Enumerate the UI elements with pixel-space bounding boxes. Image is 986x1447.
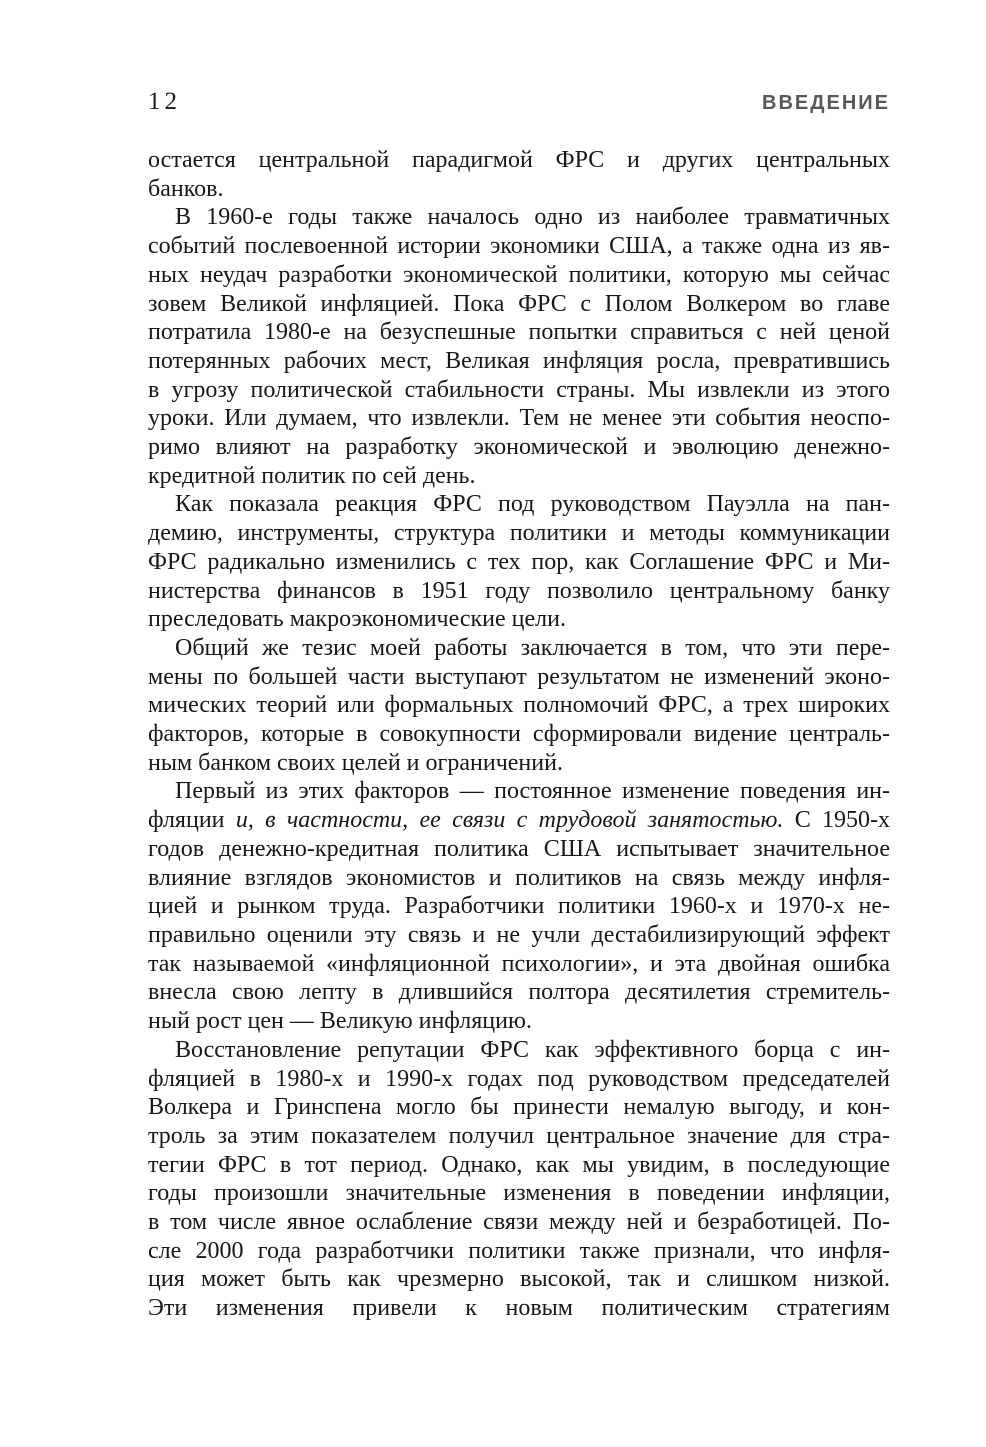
text-segment: фляции xyxy=(148,807,236,834)
text-line xyxy=(148,663,890,692)
text-segment: событий послевоенной истории экономики США, а также одна из яв- xyxy=(148,233,890,260)
text-segment: сле 2000 года разработчики политики также признали, что инфля- xyxy=(148,1237,890,1264)
text-segment: нистерства финансов в 1951 году позволило центральному банку xyxy=(148,577,890,604)
text-segment: кредитной политик по сей день. xyxy=(148,462,476,489)
paragraph xyxy=(148,1036,890,1323)
page-header xyxy=(148,88,890,116)
text-line xyxy=(148,290,890,319)
text-segment: Первый из этих факторов — постоянное изменение поведения ин- xyxy=(175,778,890,805)
text-line xyxy=(148,146,890,175)
text-segment: мены по большей части выступают результатом не изменений эконо- xyxy=(148,663,890,690)
text-line xyxy=(148,577,890,606)
text-segment: банков. xyxy=(148,175,224,202)
text-segment: в угрозу политической стабильности страны. Мы извлекли из этого xyxy=(148,376,890,403)
text-line xyxy=(148,490,890,519)
text-segment: С 1950-х xyxy=(783,807,891,834)
text-line xyxy=(148,950,890,979)
text-segment: остается центральной парадигмой ФРС и других центральных xyxy=(148,147,890,173)
text-line xyxy=(148,376,890,405)
text-line xyxy=(148,404,890,433)
text-line xyxy=(148,749,890,778)
text-segment: ных неудач разработки экономической политики, которую мы сейчас xyxy=(148,261,890,288)
text-line xyxy=(148,806,890,835)
text-segment: Эти изменения привели к новым политическим стратегиям xyxy=(148,1295,890,1322)
text-segment: ция может быть как чрезмерно высокой, так и слишком низкой. xyxy=(148,1266,890,1293)
text-line xyxy=(148,720,890,749)
text-segment: Волкера и Гринспена могло бы принести немалую выгоду, и кон- xyxy=(148,1094,890,1121)
text-line xyxy=(148,921,890,950)
text-segment: внесла свою лепту в длившийся полтора десятилетия стремитель- xyxy=(148,979,890,1006)
text-line xyxy=(148,1151,890,1180)
text-line xyxy=(148,777,890,806)
text-line xyxy=(148,691,890,720)
text-line xyxy=(148,835,890,864)
paragraph xyxy=(148,777,890,1035)
text-line xyxy=(148,892,890,921)
page-number: 12 xyxy=(148,88,181,115)
text-segment: фляцией в 1980-х и 1990-х годах под руководством председателей xyxy=(148,1065,890,1092)
text-segment: Общий же тезис моей работы заключается в том, что эти пере- xyxy=(175,634,890,661)
text-line xyxy=(148,347,890,376)
text-line xyxy=(148,232,890,261)
text-segment: Как показала реакция ФРС под руководством Пауэлла на пан- xyxy=(175,491,890,518)
text-segment: годов денежно-кредитная политика США испытывает значительное xyxy=(148,835,890,862)
text-segment: римо влияют на разработку экономической и эволюцию денежно- xyxy=(148,434,890,461)
text-segment: потерянных рабочих мест, Великая инфляция росла, превратившись xyxy=(148,347,890,374)
text-line xyxy=(148,978,890,1007)
text-segment: правильно оценили эту связь и не учли дестабилизирующий эффект xyxy=(148,921,890,948)
text-segment: Восстановление репутации ФРС как эффективного борца с ин- xyxy=(175,1036,890,1063)
text-line xyxy=(148,1007,890,1036)
text-segment: троль за этим показателем получил центральное значение для стра- xyxy=(148,1122,890,1149)
text-line xyxy=(148,433,890,462)
text-line xyxy=(148,1265,890,1294)
text-segment: факторов, которые в совокупности сформировали видение централь- xyxy=(148,721,890,748)
text-line xyxy=(148,1294,890,1323)
text-segment: тегии ФРС в тот период. Однако, как мы увидим, в последующие xyxy=(148,1151,890,1178)
text-segment: потратила 1980-е на безуспешные попытки справиться с ней ценой xyxy=(148,319,890,346)
text-segment: годы произошли значительные изменения в поведении инфляции, xyxy=(148,1180,890,1207)
text-line xyxy=(148,1122,890,1151)
text-segment: так называемой «инфляционной психологии», и эта двойная ошибка xyxy=(148,950,890,977)
text-line xyxy=(148,462,890,491)
text-line xyxy=(148,318,890,347)
text-segment: ный рост цен — Великую инфляцию. xyxy=(148,1008,532,1035)
running-head-section-title: ВВЕДЕНИЕ xyxy=(762,92,890,114)
text-segment: уроки. Или думаем, что извлекли. Тем не менее эти события неоспо- xyxy=(148,405,890,432)
text-line xyxy=(148,605,890,634)
text-line xyxy=(148,864,890,893)
text-line xyxy=(148,1179,890,1208)
text-line xyxy=(148,634,890,663)
text-line xyxy=(148,548,890,577)
text-segment: В 1960-е годы также началось одно из наиболее травматичных xyxy=(175,204,890,231)
text-line xyxy=(148,1237,890,1266)
text-segment: ным банком своих целей и ограничений. xyxy=(148,749,563,776)
text-line xyxy=(148,1065,890,1094)
text-segment: мических теорий или формальных полномочий ФРС, а трех широких xyxy=(148,692,890,719)
text-segment: преследовать макроэкономические цели. xyxy=(148,606,566,633)
text-line xyxy=(148,261,890,290)
italic-text-segment: и, в частности, ее связи с трудовой занятостью. xyxy=(235,807,784,834)
text-block xyxy=(148,146,890,1323)
text-line xyxy=(148,1036,890,1065)
text-segment: влияние взглядов экономистов и политиков на связь между инфля- xyxy=(148,864,890,891)
text-line xyxy=(148,175,890,204)
paragraph xyxy=(148,203,890,490)
text-segment: в том числе явное ослабление связи между ней и безработицей. По- xyxy=(148,1209,890,1236)
text-line xyxy=(148,203,890,232)
text-segment: цией и рынком труда. Разработчики политики 1960-х и 1970-х не- xyxy=(148,893,890,920)
text-line xyxy=(148,1093,890,1122)
paragraph xyxy=(148,634,890,778)
text-segment: ФРС радикально изменились с тех пор, как Соглашение ФРС и Ми- xyxy=(148,548,890,575)
paragraph xyxy=(148,146,890,203)
text-line xyxy=(148,519,890,548)
text-segment: демию, инструменты, структура политики и методы коммуникации xyxy=(148,520,890,547)
text-line xyxy=(148,1208,890,1237)
paragraph xyxy=(148,490,890,634)
text-segment: зовем Великой инфляцией. Пока ФРС с Полом Волкером во главе xyxy=(148,290,890,317)
